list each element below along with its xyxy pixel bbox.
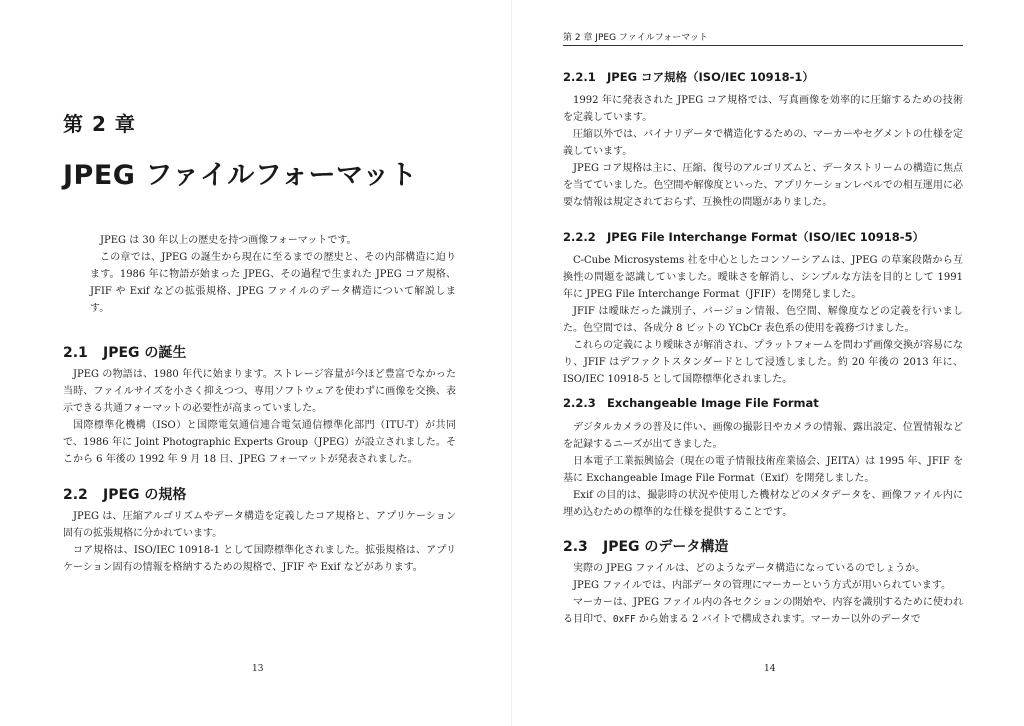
section-heading-2-2-2 bbox=[563, 229, 924, 245]
chapter-title: JPEG ファイルフォーマット bbox=[63, 160, 418, 191]
section-number: 2.1 bbox=[63, 345, 88, 361]
body-paragraph: 1992 年に発表された JPEG コア規格では、写真画像を効率的に圧縮するための技術を定義しています。 bbox=[563, 95, 963, 123]
body-paragraph: JPEG ファイルでは、内部データの管理にマーカーという方式が用いられています。 bbox=[573, 580, 952, 591]
section-body-2-2-2 bbox=[563, 252, 963, 388]
body-paragraph: 圧縮以外では、バイナリデータで構造化するための、マーカーやセグメントの仕様を定義しています。 bbox=[563, 129, 963, 157]
body-paragraph: デジタルカメラの普及に伴い、画像の撮影日やカメラの情報、露出設定、位置情報などを記録するニーズが出てきました。 bbox=[563, 422, 963, 450]
section-title: JPEG のデータ構造 bbox=[603, 539, 729, 555]
body-paragraph: コア規格は、ISO/IEC 10918-1 として国際標準化されました。拡張規格は、アプリケーション固有の情報を格納するための規格で、JFIF や Exif などがあります。 bbox=[63, 545, 456, 573]
section-title: Exchangeable Image File Format bbox=[607, 396, 819, 410]
inline-code: 0xFF bbox=[612, 614, 636, 625]
body-paragraph: JPEG の物語は、1980 年代に始まります。ストレージ容量が今ほど豊富でなかった当時、ファイルサイズを小さく抑えつつ、専用ソフトウェアを使わずに画像を交換、表示できる共通フォーマットの必要性が高まっていました。 bbox=[63, 369, 456, 414]
section-number: 2.2 bbox=[63, 487, 88, 503]
section-heading-2-3 bbox=[563, 536, 728, 556]
section-body-2-2-1 bbox=[563, 92, 963, 211]
section-body-2-1 bbox=[63, 366, 456, 468]
body-paragraph: JPEG コア規格は主に、圧縮、復号のアルゴリズムと、データストリームの構造に焦点を当てていました。色空間や解像度といった、アプリケーションレベルでの相互運用に必要な情報は規定されておらず、互換性の問題がありました。 bbox=[563, 163, 963, 208]
body-paragraph bbox=[563, 594, 963, 628]
paragraph-text: マーカーは、JPEG ファイル内の各セクションの開始や、内容を識別するために使われる目印で、 bbox=[563, 597, 963, 625]
chapter-number: 第 2 章 bbox=[63, 112, 136, 136]
body-paragraph: 実際の JPEG ファイルは、どのようなデータ構造になっているのでしょうか。 bbox=[573, 563, 926, 574]
section-title: JPEG File Interchange Format（ISO/IEC 10918-5） bbox=[607, 230, 925, 244]
section-number: 2.2.1 bbox=[563, 70, 596, 84]
intro-paragraph: JPEG は 30 年以上の歴史を持つ画像フォーマットです。 bbox=[100, 235, 357, 246]
chapter-intro bbox=[90, 232, 456, 317]
section-number: 2.2.3 bbox=[563, 396, 596, 410]
section-number: 2.2.2 bbox=[563, 230, 596, 244]
section-title: JPEG の規格 bbox=[103, 487, 187, 503]
paragraph-text: から始まる 2 バイトで構成されます。マーカー以外のデータで bbox=[635, 614, 921, 625]
running-head: 第 2 章 JPEG ファイルフォーマット bbox=[563, 30, 963, 46]
body-paragraph: C-Cube Microsystems 社を中心としたコンソーシアムは、JPEG の草案段階から互換性の問題を認識していました。曖昧さを解消し、シンプルな方法を目的として 1991 年に JPEG File Interchange Format（JFIF）を開発しました。 bbox=[563, 255, 963, 300]
section-title: JPEG の誕生 bbox=[103, 345, 187, 361]
body-paragraph: JPEG は、圧縮アルゴリズムやデータ構造を定義したコア規格と、アプリケーション固有の拡張規格に分かれています。 bbox=[63, 511, 456, 539]
body-paragraph: JFIF は曖昧だった識別子、バージョン情報、色空間、解像度などの定義を行いました。色空間では、各成分 8 ビットの YCbCr 表色系の使用を義務づけました。 bbox=[563, 306, 963, 334]
body-paragraph: 国際標準化機構（ISO）と国際電気通信連合電気通信標準化部門（ITU-T）が共同で、1986 年に Joint Photographic Experts Group（JPEG）が設立されました。そこから 6 年後の 1992 年 9 月 18 日、JPEG フォーマットが発表されました。 bbox=[63, 420, 456, 465]
intro-paragraph: この章では、JPEG の誕生から現在に至るまでの歴史と、その内部構造に迫ります。1986 年に物語が始まった JPEG、その過程で生まれた JPEG コア規格、JFIF や Exif などの拡張規格、JPEG ファイルのデータ構造について解説します。 bbox=[90, 252, 456, 314]
body-paragraph: 日本電子工業振興協会（現在の電子情報技術産業協会、JEITA）は 1995 年、JFIF を基に Exchangeable Image File Format（Exif）を開発しました。 bbox=[563, 456, 963, 484]
section-title: JPEG コア規格（ISO/IEC 10918-1） bbox=[607, 70, 814, 84]
section-heading-2-2 bbox=[63, 484, 186, 504]
section-heading-2-1 bbox=[63, 342, 186, 362]
section-body-2-3 bbox=[563, 560, 963, 628]
body-paragraph: Exif の目的は、撮影時の状況や使用した機材などのメタデータを、画像ファイル内に埋め込むための標準的な仕様を提供することです。 bbox=[563, 490, 963, 518]
body-paragraph: これらの定義により曖昧さが解消され、プラットフォームを問わず画像交換が容易になり、JFIF はデファクトスタンダードとして浸透しました。約 20 年後の 2013 年に、ISO/IEC 10918-5 として国際標準化されました。 bbox=[563, 340, 963, 385]
section-heading-2-2-3 bbox=[563, 396, 819, 410]
section-body-2-2 bbox=[63, 508, 456, 576]
page-number-right: 14 bbox=[764, 664, 776, 674]
section-heading-2-2-1 bbox=[563, 69, 814, 85]
section-body-2-2-3 bbox=[563, 419, 963, 521]
page-number-left: 13 bbox=[252, 664, 264, 674]
section-number: 2.3 bbox=[563, 539, 588, 555]
